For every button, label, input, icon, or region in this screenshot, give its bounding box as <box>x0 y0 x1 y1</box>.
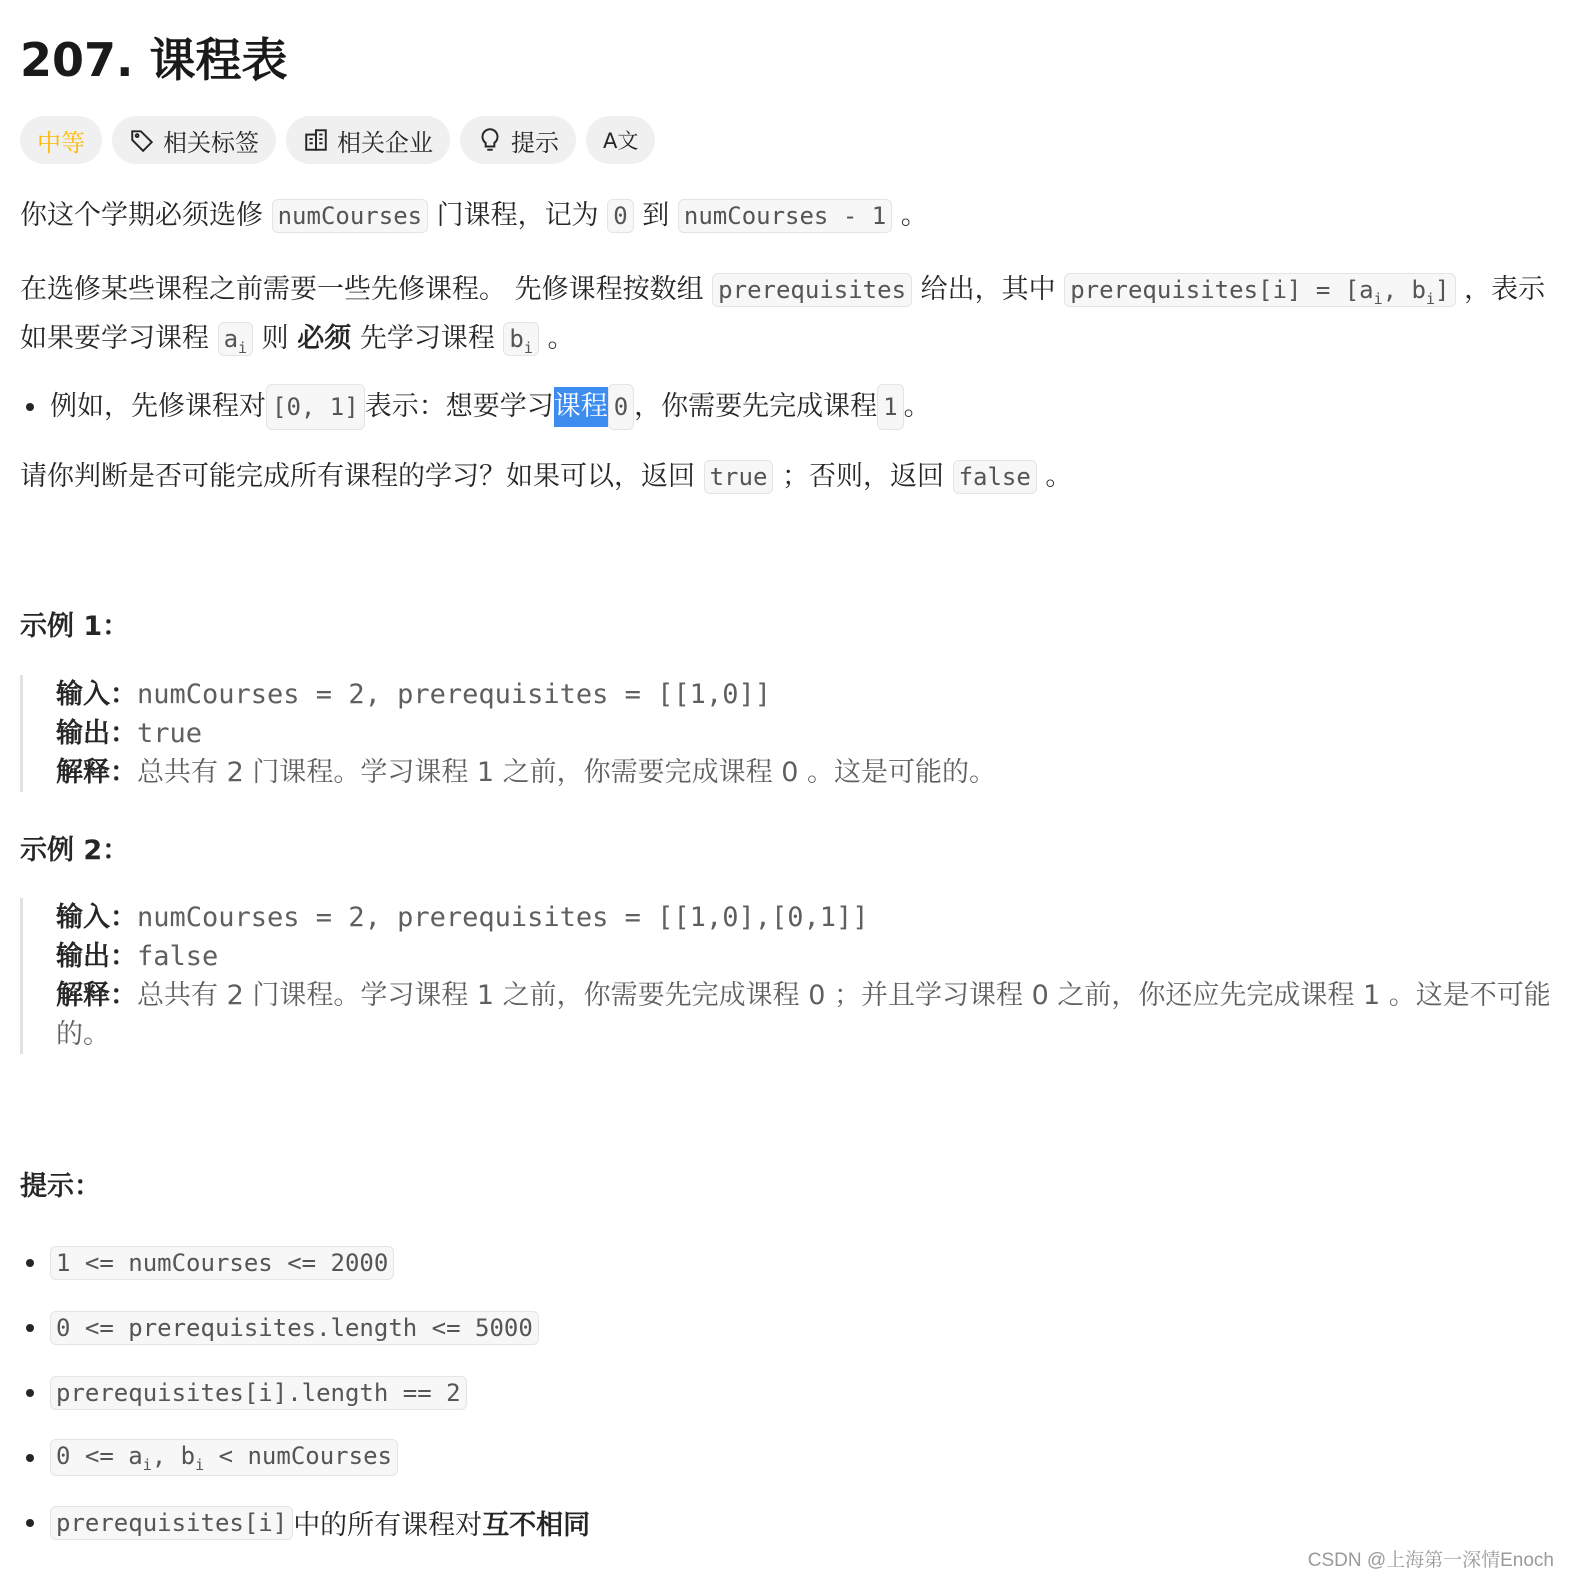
translate-icon: A文 <box>603 129 639 153</box>
hint-label: 提示 <box>511 128 559 157</box>
building-icon <box>303 127 329 153</box>
selected-text: 课程 <box>554 387 608 427</box>
hint-button[interactable] <box>460 116 576 164</box>
bullet-dot <box>26 403 34 411</box>
related-tags-button[interactable] <box>112 116 276 164</box>
translate-button[interactable] <box>586 116 655 164</box>
intro-paragraph: 你这个学期必须选修 numCourses 门课程，记为 0 到 numCourses - 1 。 <box>20 200 928 231</box>
example-2-block: 输入：numCourses = 2, prerequisites = [[1,0],[0,1]] 输出：false 解释：总共有 2 门课程。学习课程 1 之前，你需要先完成课程 0 ；并且学习课程 0 之前，你还应先完成课程 1 。这是不可能的。 <box>20 898 1556 1054</box>
example-2-heading: 示例 2： <box>20 835 130 866</box>
difficulty-label: 中等 <box>37 128 85 157</box>
lightbulb-icon <box>477 127 503 153</box>
example-bullet: 例如，先修课程对 [0, 1] 表示：想要学习 课程 0 ，你需要先完成课程 1 。 <box>20 384 931 430</box>
related-companies-label: 相关企业 <box>337 128 433 157</box>
constraints-list <box>20 1230 590 1555</box>
constraint-item: 0 <= prerequisites.length <= 5000 <box>20 1295 590 1360</box>
question-paragraph: 请你判断是否可能完成所有课程的学习？如果可以，返回 true ；否则，返回 false 。 <box>20 461 1073 492</box>
difficulty-badge[interactable] <box>20 116 102 164</box>
page-title: 207. 课程表 <box>20 33 288 87</box>
constraint-item: 1 <= numCourses <= 2000 <box>20 1230 590 1295</box>
prerequisites-paragraph: 在选修某些课程之前需要一些先修课程。 先修课程按数组 prerequisites 给出，其中 prerequisites[i] = [$a_i$, $b_i$] ，表示如果要学习课程 $a_i$ 则 必须 先学习课程 $b_i$ 。 <box>20 274 1546 357</box>
tag-icon <box>129 127 155 153</box>
constraint-item: $0 <= a_i$, $b_i$ < numCourses <box>20 1425 590 1490</box>
example-1-heading: 示例 1： <box>20 611 130 642</box>
tag-bar <box>20 116 655 164</box>
constraint-item: prerequisites[i].length == 2 <box>20 1360 590 1425</box>
example-1-block: 输入：numCourses = 2, prerequisites = [[1,0]] 输出：true 解释：总共有 2 门课程。学习课程 1 之前，你需要完成课程 0 。这是可能的。 <box>20 675 1556 792</box>
watermark: CSDN @上海第一深情Enoch <box>1307 1550 1554 1571</box>
related-tags-label: 相关标签 <box>163 128 259 157</box>
constraint-item: prerequisites[i] 中的所有课程对 互不相同 <box>20 1490 590 1555</box>
related-companies-button[interactable] <box>286 116 450 164</box>
constraints-heading: 提示： <box>20 1171 101 1202</box>
